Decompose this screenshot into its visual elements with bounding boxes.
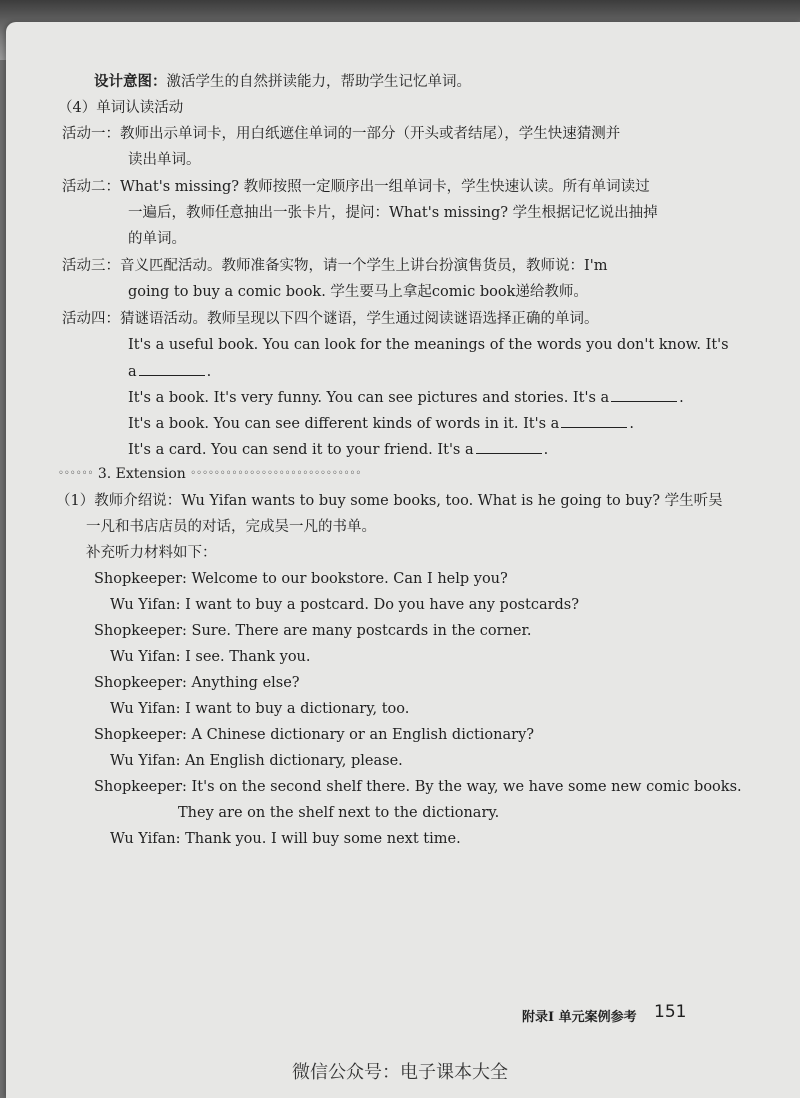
extension-dots-right: ◦◦◦◦◦◦◦◦◦◦◦◦◦◦◦◦◦◦◦◦◦◦◦◦◦◦◦◦◦ xyxy=(190,468,362,479)
watermark: 微信公众号：电子课本大全 xyxy=(292,1062,508,1083)
dialogue-line-4 xyxy=(110,647,311,667)
dialogue-text: Sure. There are many postcards in the corner. xyxy=(191,623,532,639)
riddle4-line xyxy=(128,439,548,460)
dialogue-line-10 xyxy=(178,803,499,823)
activity3-text1: 音义匹配活动。教师准备实物，请一个学生上讲台扮演售货员，教师说：I'm xyxy=(120,258,608,274)
riddle3-line xyxy=(128,413,634,434)
dialogue-text: I want to buy a postcard. Do you have any postcards? xyxy=(185,597,580,613)
riddle1-period: . xyxy=(206,364,212,380)
dialogue-line-2 xyxy=(110,595,579,615)
dialogue-speaker: Wu Yifan: xyxy=(110,701,181,717)
dialogue-line-1 xyxy=(94,569,508,589)
dialogue-speaker: Shopkeeper: xyxy=(94,623,187,639)
activity1-line2: 读出单词。 xyxy=(128,152,201,168)
riddle4-text: It's a card. You can send it to your friend. It's a xyxy=(128,442,474,458)
dialogue-text: A Chinese dictionary or an English dictionary? xyxy=(191,727,535,743)
dialogue-line-6 xyxy=(110,699,409,719)
dialogue-line-11 xyxy=(110,829,461,849)
activity4-text1: 猜谜语活动。教师呈现以下四个谜语，学生通过阅读谜语选择正确的单词。 xyxy=(120,311,599,327)
activity2-line1 xyxy=(62,177,650,197)
activity2-line2: 一遍后，教师任意抽出一张卡片，提问：What's missing? 学生根据记忆说出抽掉 xyxy=(128,205,658,221)
extension-dots-left: ◦◦◦◦◦◦ xyxy=(58,468,94,479)
dialogue-text: Thank you. I will buy some next time. xyxy=(185,831,461,847)
design-intent-text: 激活学生的自然拼读能力，帮助学生记忆单词。 xyxy=(166,74,471,90)
dialogue-text: They are on the shelf next to the dictionary. xyxy=(178,805,500,821)
dialogue-speaker: Wu Yifan: xyxy=(110,831,181,847)
activity1-line1 xyxy=(62,124,620,144)
activity4-line1 xyxy=(62,309,599,329)
dialogue-speaker: Shopkeeper: xyxy=(94,571,187,587)
dialogue-speaker: Shopkeeper: xyxy=(94,779,187,795)
dialogue-speaker: Wu Yifan: xyxy=(110,649,181,665)
dialogue-speaker: Shopkeeper: xyxy=(94,675,187,691)
section4-title: （4）单词认读活动 xyxy=(58,100,184,116)
riddle2-text: It's a book. It's very funny. You can see pictures and stories. It's a xyxy=(128,390,610,406)
extension-heading xyxy=(58,464,361,484)
riddle1-blank xyxy=(139,361,205,376)
document-page xyxy=(6,22,800,1098)
dialogue-line-9 xyxy=(94,777,742,797)
riddle2-period: . xyxy=(679,390,684,406)
dialogue-line-8 xyxy=(110,751,403,771)
riddle3-period: . xyxy=(629,416,634,432)
riddle1-a: a xyxy=(128,364,137,380)
riddle1-line1: It's a useful book. You can look for the meanings of the words you don't know. It's xyxy=(128,337,729,353)
activity2-text1: What's missing? 教师按照一定顺序出一组单词卡，学生快速认读。所有单词读过 xyxy=(120,179,650,195)
dialogue-speaker: Wu Yifan: xyxy=(110,753,181,769)
extension-item1-line2: 一凡和书店店员的对话，完成吴一凡的书单。 xyxy=(86,519,376,535)
riddle4-period: . xyxy=(543,442,549,458)
extension-item1-line1: （1）教师介绍说：Wu Yifan wants to buy some books, too. What is he going to buy? 学生听吴 xyxy=(56,493,723,509)
dialogue-line-5 xyxy=(94,673,300,693)
design-intent-line xyxy=(94,72,471,92)
riddle2-blank xyxy=(611,387,677,402)
dialogue-speaker: Shopkeeper: xyxy=(94,727,187,743)
design-intent-label: 设计意图： xyxy=(94,73,167,90)
dialogue-line-7 xyxy=(94,725,534,745)
activity2-line3: 的单词。 xyxy=(128,231,186,247)
activity1-label: 活动一： xyxy=(62,126,120,142)
dialogue-text: An English dictionary, please. xyxy=(185,753,403,769)
activity4-label: 活动四： xyxy=(62,311,120,327)
extension-title: 3. Extension xyxy=(97,466,186,482)
footer-label: 附录Ⅰ 单元案例参考 xyxy=(522,1010,637,1025)
dialogue-speaker: Wu Yifan: xyxy=(110,597,181,613)
riddle3-text: It's a book. You can see different kinds of words in it. It's a xyxy=(128,416,560,432)
riddle2-line xyxy=(128,387,684,408)
listening-label: 补充听力材料如下： xyxy=(86,545,217,561)
dialogue-text: I want to buy a dictionary, too. xyxy=(185,701,410,717)
dialogue-text: I see. Thank you. xyxy=(185,649,311,665)
activity2-label: 活动二： xyxy=(62,179,120,195)
dialogue-text: It's on the second shelf there. By the way, we have some new comic books. xyxy=(191,779,742,795)
activity1-text1: 教师出示单词卡，用白纸遮住单词的一部分（开头或者结尾），学生快速猜测并 xyxy=(120,126,621,142)
riddle3-blank xyxy=(561,413,627,428)
riddle4-blank xyxy=(476,439,542,454)
dialogue-text: Anything else? xyxy=(191,675,300,691)
page-number: 151 xyxy=(654,1002,687,1022)
activity3-line1 xyxy=(62,256,607,276)
activity3-label: 活动三： xyxy=(62,258,120,274)
riddle1-line2 xyxy=(128,361,211,382)
activity3-line2: going to buy a comic book. 学生要马上拿起comic book递给教师。 xyxy=(128,284,588,300)
dialogue-line-3 xyxy=(94,621,531,641)
dialogue-text: Welcome to our bookstore. Can I help you? xyxy=(191,571,508,587)
